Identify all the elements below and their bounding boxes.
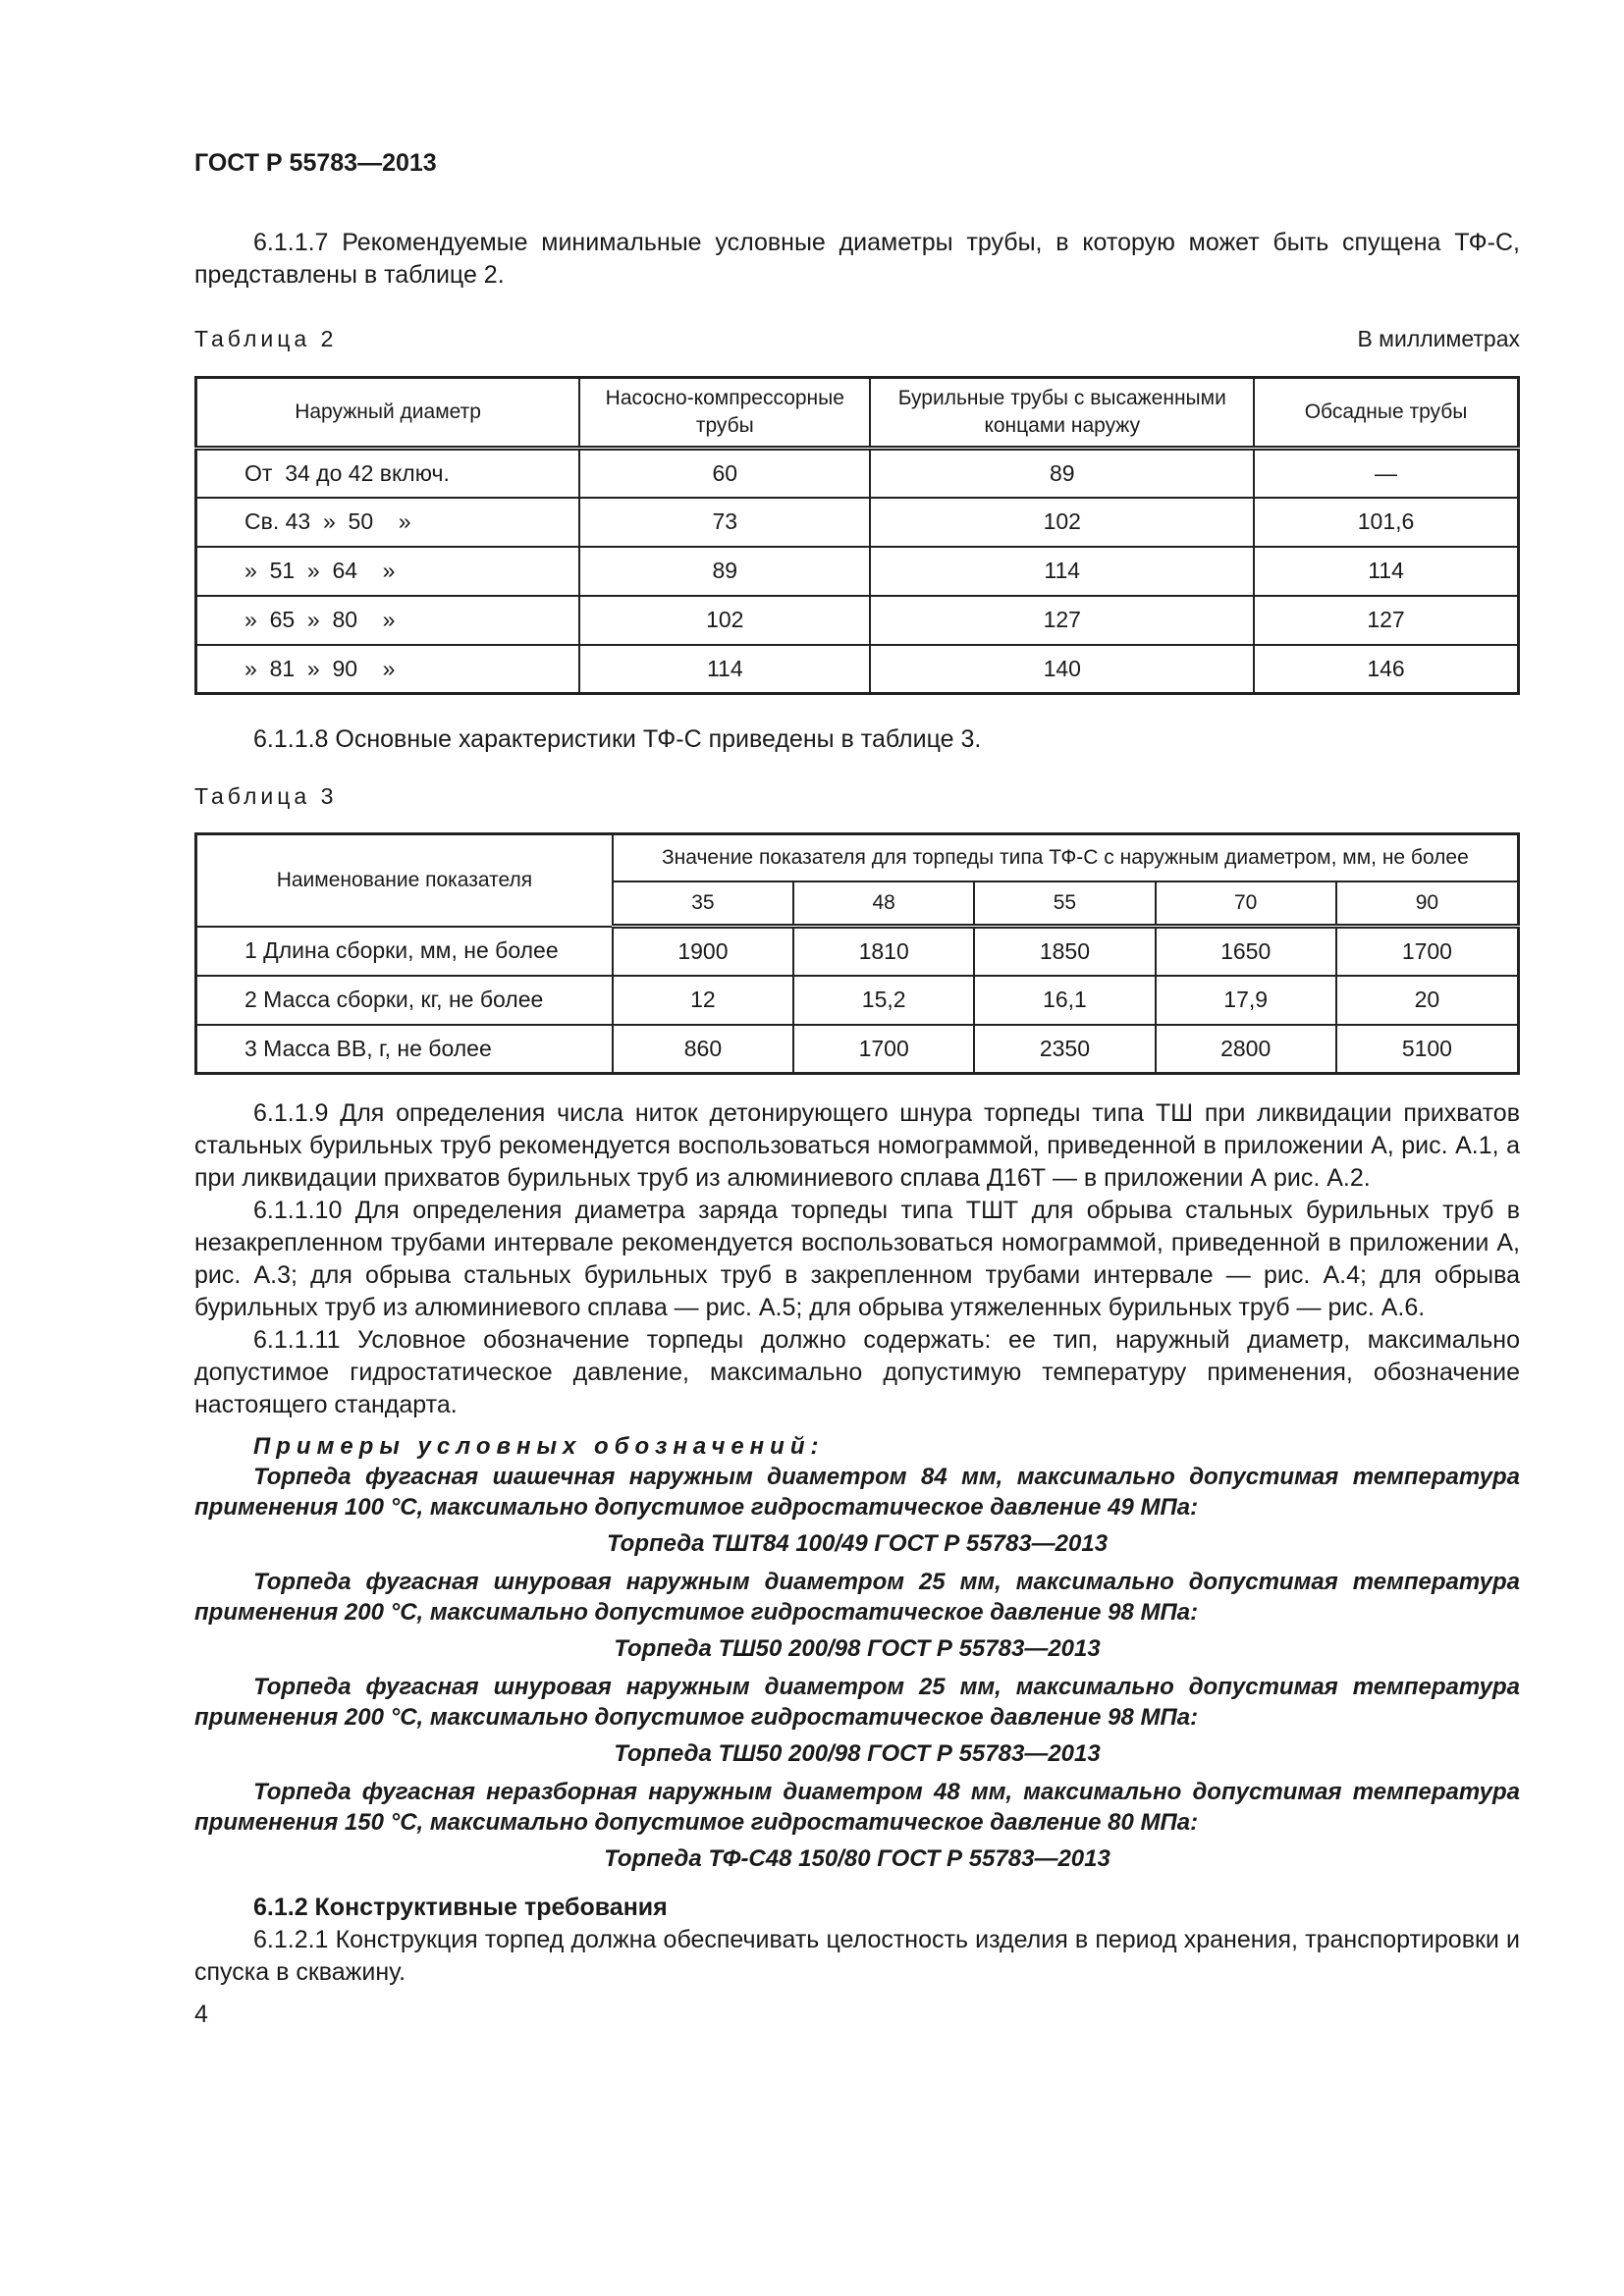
- table-row: [196, 498, 1519, 547]
- example-designation: Торпеда ТШ50 200/98 ГОСТ Р 55783—2013: [614, 1740, 1101, 1767]
- diameter-header: 35: [613, 881, 793, 927]
- table-cell: 2 Масса сборки, кг, не более: [196, 976, 613, 1025]
- table-cell: 102: [579, 596, 870, 645]
- table-2-caption-row: [194, 326, 1520, 352]
- table-3-wrap: [194, 832, 1520, 1075]
- table-cell: 127: [870, 596, 1254, 645]
- table-cell: 89: [579, 547, 870, 596]
- table-cell: 146: [1254, 645, 1518, 694]
- paragraph-6-1-1-10: 6.1.1.10 Для определения диаметра заряда торпеды типа ТШТ для обрыва стальных бурильных труб в незакрепленном трубами интервале рекомендуется воспользоваться номограммой, приведенной в приложении А, рис. А.3; для обрыва стальных бурильных труб в закрепленном трубами интервале — рис. А.4; для обрыва бурильных труб из алюминиевого сплава — рис. А.5; для обрыва утяжеленных бурильных труб — рис. А.6.: [194, 1197, 1520, 1321]
- table-2-wrap: [194, 376, 1520, 695]
- examples-list: [194, 1462, 1520, 1874]
- table-cell: 114: [579, 645, 870, 694]
- body-text: [194, 1097, 1520, 2031]
- table-row: [196, 1025, 1519, 1074]
- table-cell: 20: [1336, 976, 1519, 1025]
- table-cell: » 65 » 80 »: [196, 596, 580, 645]
- table-header: Насосно-компрессорные трубы: [579, 378, 870, 449]
- example-description: Торпеда фугасная шнуровая наружным диаметром 25 мм, максимально допустимая температура применения 200 °С, максимально допустимое гидростатическое давление 98 МПа:: [194, 1569, 1520, 1626]
- table-cell: 15,2: [793, 976, 974, 1025]
- table-cell: 2800: [1156, 1025, 1336, 1074]
- diameter-header: 55: [974, 881, 1155, 927]
- table-cell: 1700: [1336, 927, 1519, 976]
- table-cell: » 51 » 64 »: [196, 547, 580, 596]
- example-description: Торпеда фугасная шнуровая наружным диаметром 25 мм, максимально допустимая температура применения 200 °С, максимально допустимое гидростатическое давление 98 МПа:: [194, 1674, 1520, 1731]
- table-cell: 1900: [613, 927, 793, 976]
- example-description: Торпеда фугасная неразборная наружным диаметром 48 мм, максимально допустимая температура применения 150 °С, максимально допустимое гидростатическое давление 80 МПа:: [194, 1779, 1520, 1836]
- table-cell: Св. 43 » 50 »: [196, 498, 580, 547]
- examples-heading: Примеры условных обозначений:: [253, 1433, 825, 1460]
- table-cell: 1700: [793, 1025, 974, 1074]
- table-cell: 1 Длина сборки, мм, не более: [196, 927, 613, 976]
- table-row: [196, 449, 1519, 498]
- table-header: Наружный диаметр: [196, 378, 580, 449]
- table-cell: » 81 » 90 »: [196, 645, 580, 694]
- table-cell: От 34 до 42 включ.: [196, 449, 580, 498]
- table-cell: 73: [579, 498, 870, 547]
- page-number: 4: [194, 2001, 208, 2028]
- table-cell: 5100: [1336, 1025, 1519, 1074]
- diameter-header: 48: [793, 881, 974, 927]
- table-cell: 17,9: [1156, 976, 1336, 1025]
- table-cell: 140: [870, 645, 1254, 694]
- table-header: Значение показателя для торпеды типа ТФ-С с наружным диаметром, мм, не более: [613, 834, 1519, 881]
- table-cell: 2350: [974, 1025, 1155, 1074]
- table-row: [196, 547, 1519, 596]
- table-2-caption: Таблица 2: [194, 326, 338, 351]
- table-cell: 101,6: [1254, 498, 1518, 547]
- table-cell: 860: [613, 1025, 793, 1074]
- example-designation: Торпеда ТШ50 200/98 ГОСТ Р 55783—2013: [614, 1635, 1101, 1662]
- section-6-1-2-heading: 6.1.2 Конструктивные требования: [253, 1894, 668, 1921]
- example-designation: Торпеда ТФ-С48 150/80 ГОСТ Р 55783—2013: [604, 1845, 1110, 1872]
- table-row: [196, 645, 1519, 694]
- table-header: Бурильные трубы с высаженными концами наружу: [870, 378, 1254, 449]
- table-cell: 3 Масса ВВ, г, не более: [196, 1025, 613, 1074]
- diameter-header: 70: [1156, 881, 1336, 927]
- table-header: Обсадные трубы: [1254, 378, 1518, 449]
- paragraph-6-1-1-9: 6.1.1.9 Для определения числа ниток детонирующего шнура торпеды типа ТШ при ликвидации прихватов стальных бурильных труб рекомендуется воспользоваться номограммой, приведенной в приложении А, рис. А.1, а при ликвидации прихватов бурильных труб из алюминиевого сплава Д16Т — в приложении А рис. А.2.: [194, 1099, 1520, 1192]
- paragraph-6-1-2-1: 6.1.2.1 Конструкция торпед должна обеспечивать целостность изделия в период хранения, транспортировки и спуска в скважину.: [194, 1926, 1520, 1986]
- table-cell: 1650: [1156, 927, 1336, 976]
- table-cell: 12: [613, 976, 793, 1025]
- paragraph-6-1-1-7: 6.1.1.7 Рекомендуемые минимальные условные диаметры трубы, в которую может быть спущена ТФ-С, представлены в таблице 2.: [194, 229, 1520, 289]
- document-header: ГОСТ Р 55783—2013: [194, 149, 437, 177]
- table-cell: 16,1: [974, 976, 1155, 1025]
- table-cell: 114: [1254, 547, 1518, 596]
- paragraph-6-1-1-11: 6.1.1.11 Условное обозначение торпеды должно содержать: ее тип, наружный диаметр, максимально допустимое гидростатическое давление, максимально допустимую температуру применения, обозначение настоящего стандарта.: [194, 1326, 1520, 1418]
- table-3-caption: Таблица 3: [194, 783, 338, 809]
- paragraph-6-1-1-8: 6.1.1.8 Основные характеристики ТФ-С приведены в таблице 3.: [253, 725, 982, 753]
- table-cell: 89: [870, 449, 1254, 498]
- table-cell: 102: [870, 498, 1254, 547]
- table-header: Наименование показателя: [196, 834, 613, 927]
- table-cell: 1810: [793, 927, 974, 976]
- example-designation: Торпеда ТШТ84 100/49 ГОСТ Р 55783—2013: [606, 1530, 1109, 1557]
- table-row: [196, 976, 1519, 1025]
- table-2-units: В миллиметрах: [1357, 326, 1520, 351]
- table-3: [194, 832, 1520, 1075]
- table-cell: 114: [870, 547, 1254, 596]
- table-cell: 1850: [974, 927, 1155, 976]
- table-cell: 127: [1254, 596, 1518, 645]
- example-description: Торпеда фугасная шашечная наружным диаметром 84 мм, максимально допустимая температура применения 100 °С, максимально допустимое гидростатическое давление 49 МПа:: [194, 1464, 1520, 1521]
- table-cell: —: [1254, 449, 1518, 498]
- table-row: [196, 596, 1519, 645]
- table-2: [194, 376, 1520, 695]
- table-row: [196, 927, 1519, 976]
- diameter-header: 90: [1336, 881, 1519, 927]
- table-cell: 60: [579, 449, 870, 498]
